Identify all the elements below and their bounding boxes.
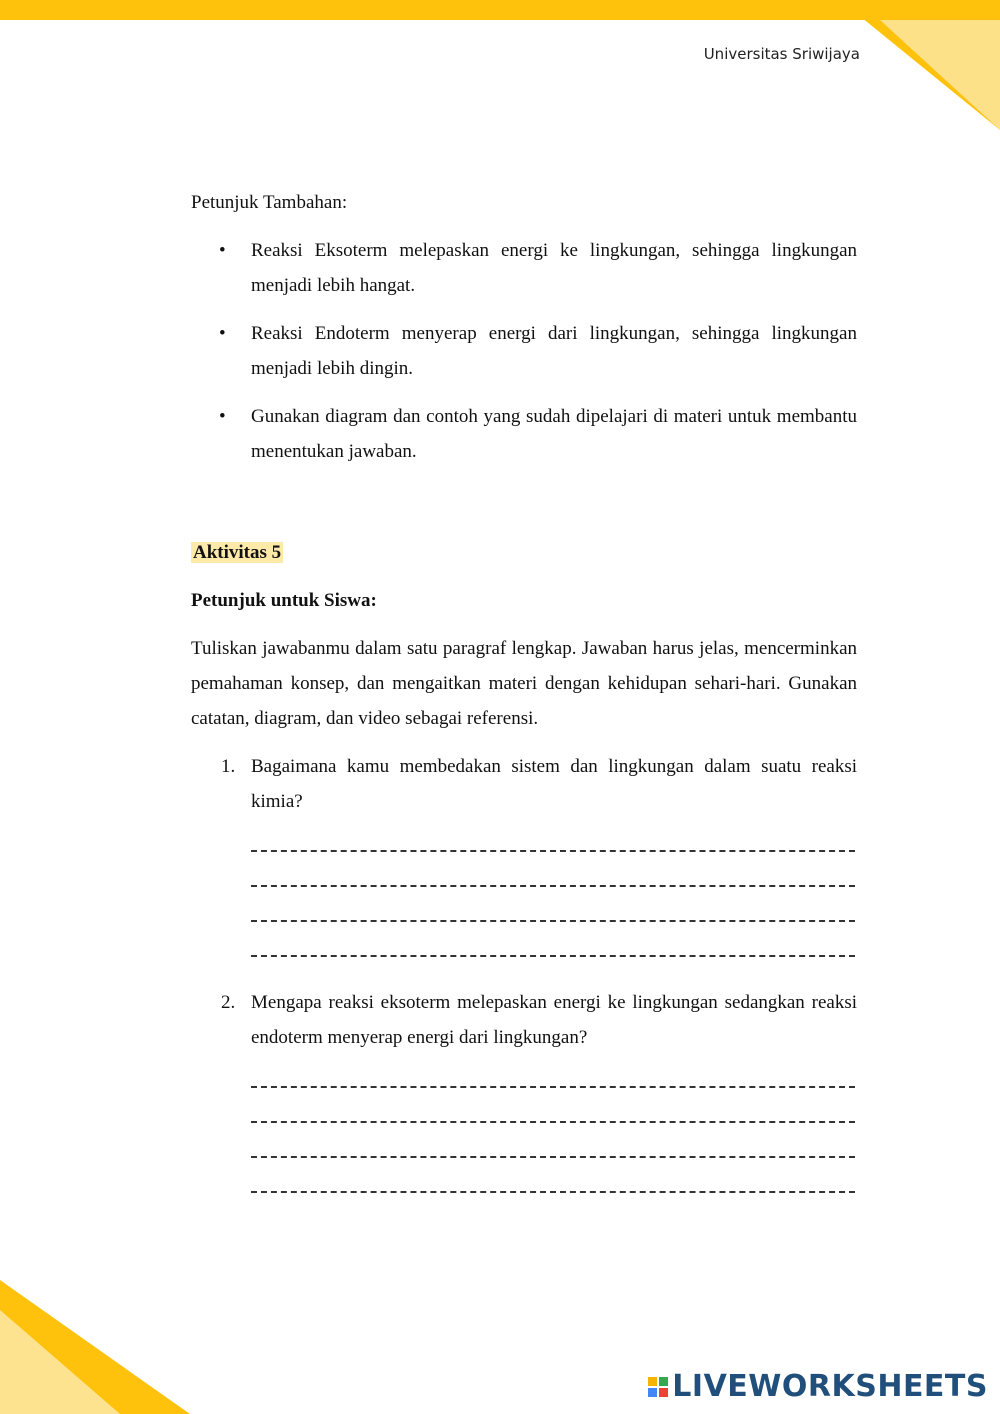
tip-text: Reaksi Eksoterm melepaskan energi ke lingkungan, sehingga lingkungan menjadi lebih hangat.: [251, 240, 857, 296]
bullet-icon: •: [219, 323, 226, 344]
tips-list: [191, 233, 857, 469]
answer-line[interactable]: [251, 1068, 857, 1103]
tip-text: Gunakan diagram dan contoh yang sudah dipelajari di materi untuk membantu menentukan jawaban.: [251, 406, 857, 462]
question-item: [191, 749, 857, 819]
instruction-title: Petunjuk untuk Siswa:: [191, 590, 377, 611]
question-item: [191, 985, 857, 1055]
instruction-text: Tuliskan jawabanmu dalam satu paragraf lengkap. Jawaban harus jelas, mencerminkan pemahaman konsep, dan mengaitkan materi dengan kehidupan sehari-hari. Gunakan catatan, diagram, dan video sebagai referensi.: [191, 638, 857, 729]
question-text: Mengapa reaksi eksoterm melepaskan energi ke lingkungan sedangkan reaksi endoterm menyerap energi dari lingkungan?: [251, 992, 857, 1048]
brand-wordmark: LIVEWORKSHEETS: [672, 1369, 988, 1404]
activity-heading: [191, 535, 857, 570]
answer-line[interactable]: [251, 902, 857, 937]
tips-title: Petunjuk Tambahan:: [191, 192, 348, 213]
answer-line[interactable]: [251, 1138, 857, 1173]
answer-line[interactable]: [251, 1173, 857, 1208]
header-organization: Universitas Sriwijaya: [703, 45, 860, 63]
tip-item: [191, 399, 857, 469]
liveworksheets-logo[interactable]: [648, 1369, 988, 1404]
tip-item: [191, 233, 857, 303]
tip-item: [191, 316, 857, 386]
live-blocks-icon: [648, 1377, 668, 1397]
bullet-icon: •: [219, 240, 226, 261]
tip-text: Reaksi Endoterm menyerap energi dari lingkungan, sehingga lingkungan menjadi lebih dingin.: [251, 323, 857, 379]
answer-line[interactable]: [251, 832, 857, 867]
worksheet-content: [191, 185, 857, 1221]
answer-line[interactable]: [251, 1103, 857, 1138]
activity-label: Aktivitas 5: [193, 542, 282, 563]
question-number: 2.: [221, 992, 236, 1013]
bullet-icon: •: [219, 406, 226, 427]
top-right-corner-light: [880, 20, 1000, 130]
answer-line[interactable]: [251, 937, 857, 972]
answer-area-2[interactable]: [191, 1068, 857, 1208]
answer-line[interactable]: [251, 867, 857, 902]
question-number: 1.: [221, 756, 236, 777]
answer-area-1[interactable]: [191, 832, 857, 972]
question-text: Bagaimana kamu membedakan sistem dan lingkungan dalam suatu reaksi kimia?: [251, 756, 857, 812]
